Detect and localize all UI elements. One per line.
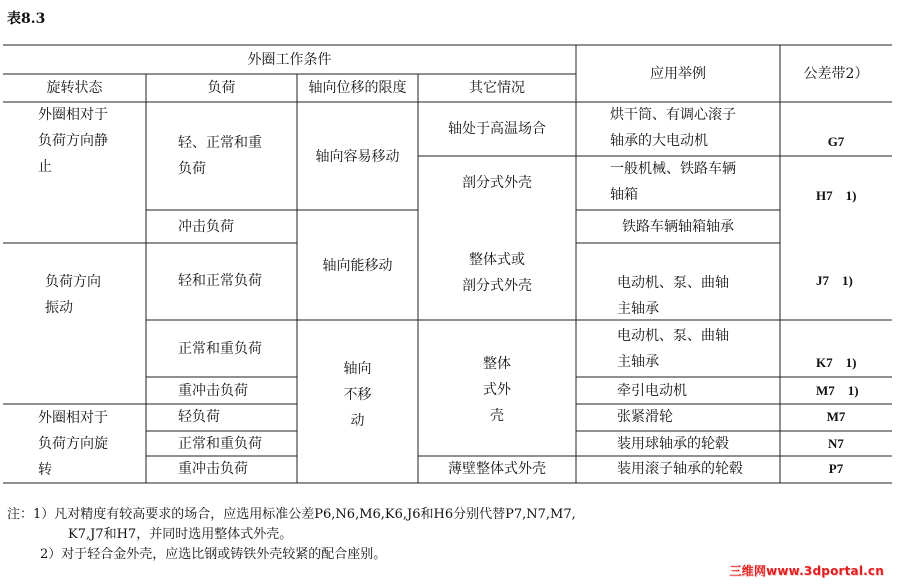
header-other: 其它情况 [469, 80, 525, 96]
rotation-state-rotating [38, 405, 108, 483]
application-traction-motor: 牵引电动机 [617, 383, 687, 399]
other-split-housing: 剖分式外壳 [462, 175, 532, 191]
text-line: 壳 [490, 408, 504, 424]
text-line: 整体 [483, 356, 511, 372]
tolerance-h7: H7 1) [816, 188, 857, 203]
header-tolerance: 公差带2） [803, 66, 869, 82]
tolerance-m7-1: M7 1) [816, 383, 859, 398]
application-roller-bearing-hub: 装用滚子轴承的轮毂 [617, 461, 743, 477]
tolerance-n7: N7 [828, 436, 844, 451]
tolerance-m7: M7 [826, 409, 846, 424]
application-railway-axlebox: 铁路车辆轴箱轴承 [622, 219, 734, 235]
tolerance-p7: P7 [828, 461, 844, 476]
axial-movable: 轴向能移动 [322, 258, 393, 274]
text-line: 轴承的大电动机 [610, 133, 708, 149]
application-motor-pump-1 [617, 270, 729, 322]
header-axial-displacement: 轴向位移的限度 [308, 80, 407, 96]
load-normal-heavy: 正常和重负荷 [178, 341, 262, 357]
tolerance-g7: G7 [827, 134, 845, 149]
header-application: 应用举例 [650, 66, 706, 82]
text-line: 负荷方向 [45, 274, 101, 290]
text-line: 振动 [45, 300, 73, 316]
axial-easily-movable: 轴向容易移动 [315, 149, 400, 165]
text-line: 主轴承 [617, 354, 659, 370]
text-line: 轻、正常和重 [178, 135, 262, 151]
text-line: 负荷方向静 [38, 133, 108, 149]
text-line: 主轴承 [617, 301, 659, 317]
header-outer-ring-conditions: 外圈工作条件 [247, 52, 332, 68]
text-line: 电动机、泵、曲轴 [617, 328, 729, 344]
tolerance-j7: J7 1) [816, 273, 853, 288]
header-load: 负荷 [207, 80, 236, 96]
application-tension-pulley: 张紧滑轮 [617, 409, 673, 425]
header-rotation-state: 旋转状态 [46, 80, 103, 96]
rotation-state-stationary [38, 102, 108, 180]
text-line: 烘干筒、有调心滚子 [610, 107, 736, 123]
other-solid-or-split-housing [418, 247, 576, 299]
text-line: 整体式或 [469, 252, 525, 268]
text-line: 转 [38, 462, 52, 478]
watermark-logo: 三维网www.3dportal.cn [729, 564, 884, 578]
text-line: 动 [350, 413, 365, 429]
load-light-normal-heavy [178, 130, 262, 182]
application-dryer-motor [610, 102, 736, 154]
load-normal-heavy-2: 正常和重负荷 [178, 436, 262, 452]
note-1-continued: K7,J7和H7，并同时选用整体式外壳。 [68, 527, 293, 542]
other-thin-wall-housing: 薄壁整体式外壳 [448, 461, 546, 477]
load-heavy-impact-2: 重冲击负荷 [178, 461, 248, 477]
axial-immovable [297, 356, 418, 434]
text-line: 轴箱 [610, 187, 638, 203]
other-high-temperature: 轴处于高温场合 [448, 121, 546, 137]
text-line: 负荷方向旋 [38, 436, 108, 452]
rotation-state-oscillating [45, 269, 101, 321]
load-impact: 冲击负荷 [178, 219, 234, 235]
load-light: 轻负荷 [178, 409, 220, 425]
text-line: 外圈相对于 [38, 410, 108, 426]
application-motor-pump-2 [617, 323, 729, 375]
application-ball-bearing-hub: 装用球轴承的轮毂 [617, 436, 729, 452]
text-line: 止 [38, 159, 52, 175]
load-light-normal: 轻和正常负荷 [178, 273, 262, 289]
text-line: 式外 [483, 382, 511, 398]
table-caption: 表8.3 [7, 11, 46, 27]
text-line: 外圈相对于 [38, 107, 108, 123]
note-1: 注：1）凡对精度有较高要求的场合，应选用标准公差P6,N6,M6,K6,J6和H6分别代替P7,N7,M7, [7, 507, 576, 522]
text-line: 剖分式外壳 [462, 278, 532, 294]
other-solid-housing [418, 351, 576, 429]
text-line: 负荷 [178, 161, 206, 177]
load-heavy-impact: 重冲击负荷 [178, 383, 248, 399]
text-line: 电动机、泵、曲轴 [617, 275, 729, 291]
text-line: 不移 [343, 387, 372, 403]
text-line: 轴向 [343, 361, 372, 377]
text-line: 一般机械、铁路车辆 [610, 161, 736, 177]
application-general-machinery [610, 156, 736, 208]
note-2: 2）对于轻合金外壳，应选比钢或铸铁外壳较紧的配合座别。 [40, 547, 387, 562]
tolerance-k7: K7 1) [816, 355, 857, 370]
